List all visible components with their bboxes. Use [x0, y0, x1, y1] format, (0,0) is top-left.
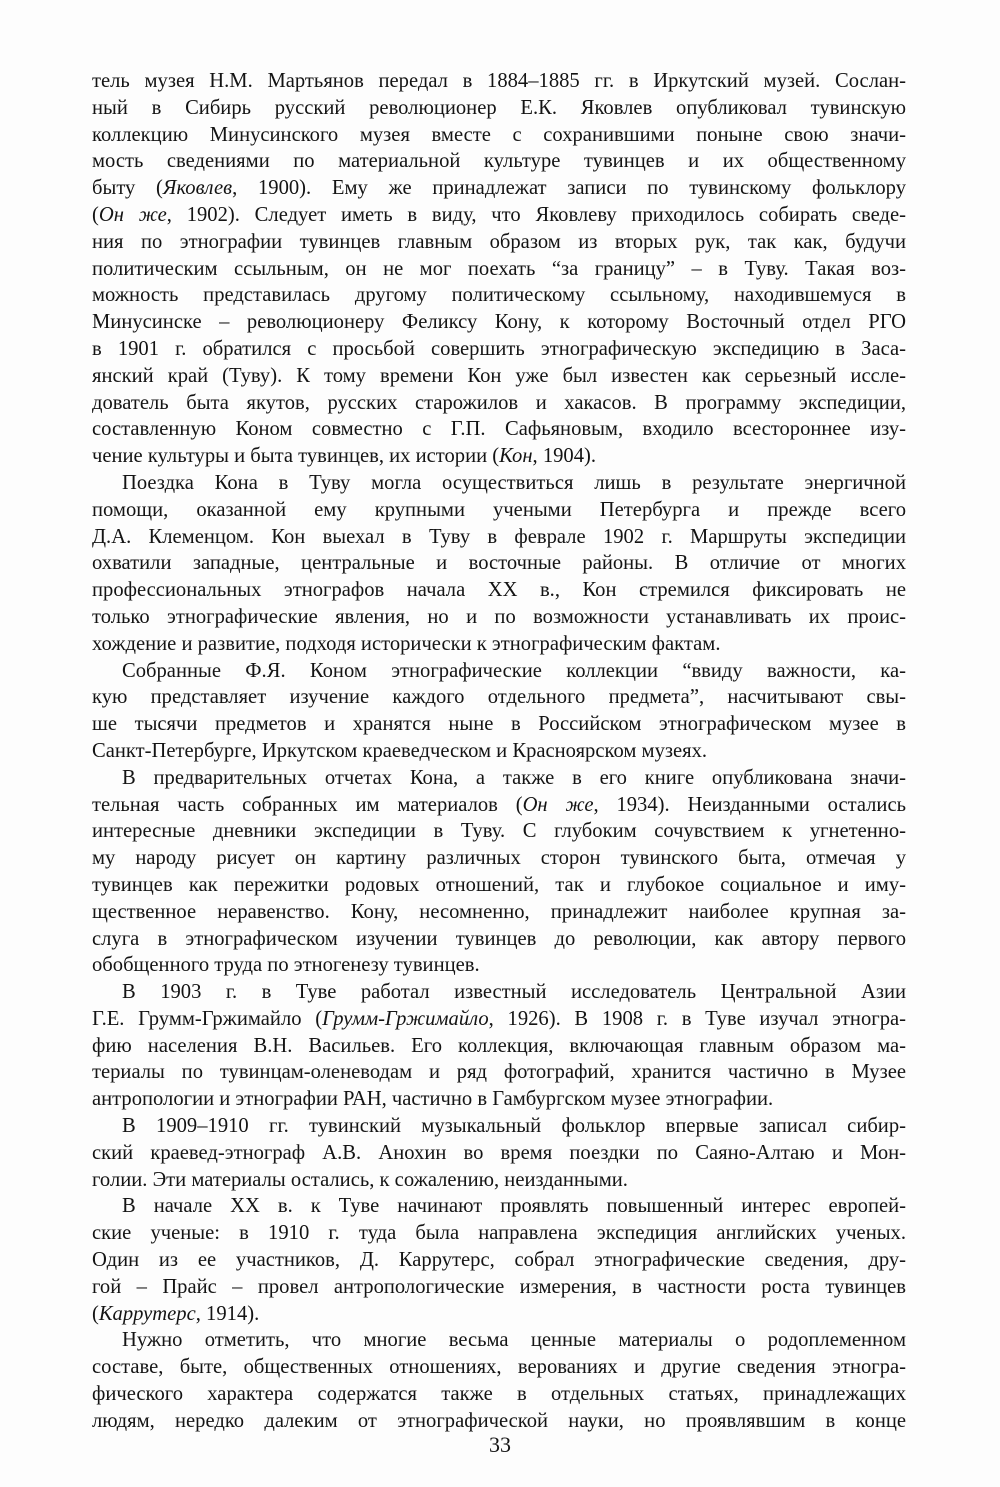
text-run: , 1914). [195, 1302, 260, 1325]
text-run: кую представляет изучение каждого отдельного предмета”, насчитывают свы- [92, 686, 906, 709]
citation-author: Грумм-Гржимайло [322, 1007, 489, 1030]
text-line [92, 497, 906, 524]
text-run: ский краевед-этнограф А.В. Анохин во время поездки по Саяно-Алтаю и Мон- [92, 1141, 906, 1164]
text-line [92, 390, 906, 417]
text-run: Санкт-Петербурге, Иркутском краеведческом и Красноярском музеях. [92, 739, 708, 762]
text-line [92, 952, 906, 979]
text-run: интересные дневники экспедиции в Туву. С глубоким сочувствием к угнетенно- [92, 820, 906, 843]
text-run: голии. Эти материалы остались, к сожалению, неизданными. [92, 1168, 628, 1191]
text-line [92, 95, 906, 122]
text-line [92, 577, 906, 604]
text-run: ские ученые: в 1910 г. туда была направлена экспедиция английских ученых. [92, 1222, 906, 1245]
citation-author: Яковлев [162, 177, 233, 200]
paragraph [92, 68, 906, 470]
text-line [92, 1327, 906, 1354]
text-run: Собранные Ф.Я. Коном этнографические коллекции “ввиду важности, ка- [122, 659, 906, 682]
paragraph [92, 979, 906, 1113]
text-run: составе, быте, общественных отношениях, верованиях и другие сведения этногра- [92, 1356, 906, 1379]
text-line [92, 1193, 906, 1220]
text-run: В 1909–1910 гг. тувинский музыкальный фольклор впервые записал сибир- [122, 1115, 906, 1138]
text-line [92, 282, 906, 309]
citation-author: Он же [98, 203, 167, 226]
citation-author: Он же [522, 793, 594, 816]
text-line [92, 1381, 906, 1408]
text-run: хождение и развитие, подходя исторически к этнографическим фактам. [92, 632, 721, 655]
paragraph [92, 658, 906, 765]
text-run: политическим ссыльным, он не мог поехать “за границу” – в Туву. Такая воз- [92, 257, 906, 280]
text-run: В 1903 г. в Туве работал известный исследователь Центральной Азии [122, 981, 906, 1004]
text-line [92, 309, 906, 336]
text-line [92, 1354, 906, 1381]
text-run: , 1904). [532, 445, 597, 468]
text-line [92, 336, 906, 363]
text-line [92, 979, 906, 1006]
text-line [92, 68, 906, 95]
text-line [92, 1274, 906, 1301]
text-line [92, 524, 906, 551]
text-run: Г.Е. Грумм-Гржимайло ( [92, 1007, 323, 1030]
text-line [92, 148, 906, 175]
text-run: , 1900). Ему же принадлежат записи по тувинскому фольклору [232, 177, 906, 200]
text-run: В начале XX в. к Туве начинают проявлять повышенный интерес европей- [122, 1195, 906, 1218]
text-line [92, 792, 906, 819]
paragraph [92, 1113, 906, 1193]
text-run: янский край (Туву). К тому времени Кон уже был известен как серьезный иссле- [92, 364, 906, 387]
text-run: му народу рисует он картину различных сторон тувинского быта, отмечая у [92, 847, 906, 870]
text-run: составленную Коном совместно с Г.П. Сафьяновым, входило всестороннее изу- [92, 418, 906, 441]
text-run: охватили западные, центральные и восточные районы. В отличие от многих [92, 552, 906, 575]
text-line [92, 1247, 906, 1274]
text-run: Д.А. Клеменцом. Кон выехал в Туву в феврале 1902 г. Маршруты экспедиции [92, 525, 906, 548]
text-line [92, 1408, 906, 1435]
text-line [92, 416, 906, 443]
text-line [92, 738, 906, 765]
text-line [92, 711, 906, 738]
text-run: антропологии и этнографии РАН, частично в Гамбургском музее этнографии. [92, 1088, 774, 1111]
text-run: людям, нередко далеким от этнографической науки, но проявлявшим в конце [92, 1409, 906, 1432]
text-line [92, 604, 906, 631]
text-run: Поездка Кона в Туву могла осуществиться лишь в результате энергичной [122, 471, 906, 494]
text-line [92, 256, 906, 283]
text-run: ( [92, 203, 99, 226]
paragraph [92, 765, 906, 979]
text-line [92, 926, 906, 953]
text-run: ный в Сибирь русский революционер Е.К. Яковлев опубликовал тувинскую [92, 96, 906, 119]
text-line [92, 363, 906, 390]
text-run: дователь быта якутов, русских старожилов и хакасов. В программу экспедиции, [92, 391, 906, 414]
text-run: ния по этнографии тувинцев главным образом из вторых рук, так как, будучи [92, 230, 906, 253]
text-line [92, 470, 906, 497]
text-run: Один из ее участников, Д. Каррутерс, собрал этнографические сведения, дру- [92, 1249, 906, 1272]
paragraph [92, 1193, 906, 1327]
text-run: тель музея Н.М. Мартьянов передал в 1884–1885 гг. в Иркутский музей. Сослан- [92, 70, 906, 92]
text-run: профессиональных этнографов начала XX в., Кон стремился фиксировать не [92, 579, 906, 602]
text-run: , 1926). В 1908 г. в Туве изучал этногра- [488, 1007, 906, 1030]
text-run: фию населения В.Н. Васильев. Его коллекция, включающая главным образом ма- [92, 1034, 906, 1057]
text-line [92, 899, 906, 926]
paragraph [92, 1327, 906, 1434]
text-line [92, 443, 906, 470]
text-line [92, 550, 906, 577]
text-run: , 1934). Неизданными остались [593, 793, 906, 816]
text-line [92, 175, 906, 202]
text-run: фического характера содержатся также в отдельных статьях, принадлежащих [92, 1383, 906, 1406]
text-run: тельная часть собранных им материалов ( [92, 793, 523, 816]
text-run: ше тысячи предметов и хранятся ныне в Российском этнографическом музее в [92, 713, 906, 736]
text-run: помощи, оказанной ему крупными учеными Петербурга и прежде всего [92, 498, 906, 521]
text-line [92, 1167, 906, 1194]
text-run: слуга в этнографическом изучении тувинцев до революции, как автору первого [92, 927, 906, 950]
text-run: в 1901 г. обратился с просьбой совершить этнографическую экспедицию в Заса- [92, 337, 906, 360]
text-line [92, 1113, 906, 1140]
text-run: коллекцию Минусинского музея вместе с сохранившими поныне свою значи- [92, 123, 906, 146]
text-line [92, 202, 906, 229]
text-line [92, 658, 906, 685]
text-line [92, 631, 906, 658]
text-line [92, 1006, 906, 1033]
text-run: ( [92, 1302, 99, 1325]
text-line [92, 845, 906, 872]
text-run: щественное неравенство. Кону, несомненно, принадлежит наиболее крупная за- [92, 900, 906, 923]
text-run: обобщенного труда по этногенезу тувинцев. [92, 954, 480, 977]
paragraph [92, 470, 906, 658]
text-run: , 1902). Следует иметь в виду, что Яковлеву приходилось собирать сведе- [166, 203, 906, 226]
text-run: В предварительных отчетах Кона, а также в его книге опубликована значи- [122, 766, 906, 789]
text-run: быту ( [92, 177, 163, 200]
citation-author: Кон [499, 445, 533, 468]
text-run: мость сведениями по материальной культуре тувинцев и их общественному [92, 150, 906, 173]
text-line [92, 1059, 906, 1086]
body-text [92, 68, 906, 1435]
text-run: териалы по тувинцам-оленеводам и ряд фотографий, хранится частично в Музее [92, 1061, 906, 1084]
text-run: только этнографические явления, но и по возможности устанавливать их проис- [92, 605, 906, 628]
page-number: 33 [489, 1432, 511, 1457]
text-run: можность представилась другому политическому ссыльному, находившемуся в [92, 284, 906, 307]
text-line [92, 765, 906, 792]
text-line [92, 1301, 906, 1328]
text-line [92, 1086, 906, 1113]
text-run: Минусинске – революционеру Феликсу Кону, к которому Восточный отдел РГО [92, 311, 906, 334]
text-run: гой – Прайс – провел антропологические измерения, в частности роста тувинцев [92, 1275, 906, 1298]
text-line [92, 229, 906, 256]
text-line [92, 1033, 906, 1060]
text-line [92, 122, 906, 149]
text-run: Нужно отметить, что многие весьма ценные материалы о родоплеменном [122, 1329, 906, 1352]
text-run: чение культуры и быта тувинцев, их истории ( [92, 445, 500, 468]
text-line [92, 684, 906, 711]
text-line [92, 872, 906, 899]
text-line [92, 1140, 906, 1167]
citation-author: Каррутерс [98, 1302, 196, 1325]
text-line [92, 1220, 906, 1247]
text-line [92, 818, 906, 845]
text-run: тувинцев как пережитки родовых отношений, так и глубокое социальное и иму- [92, 873, 906, 896]
